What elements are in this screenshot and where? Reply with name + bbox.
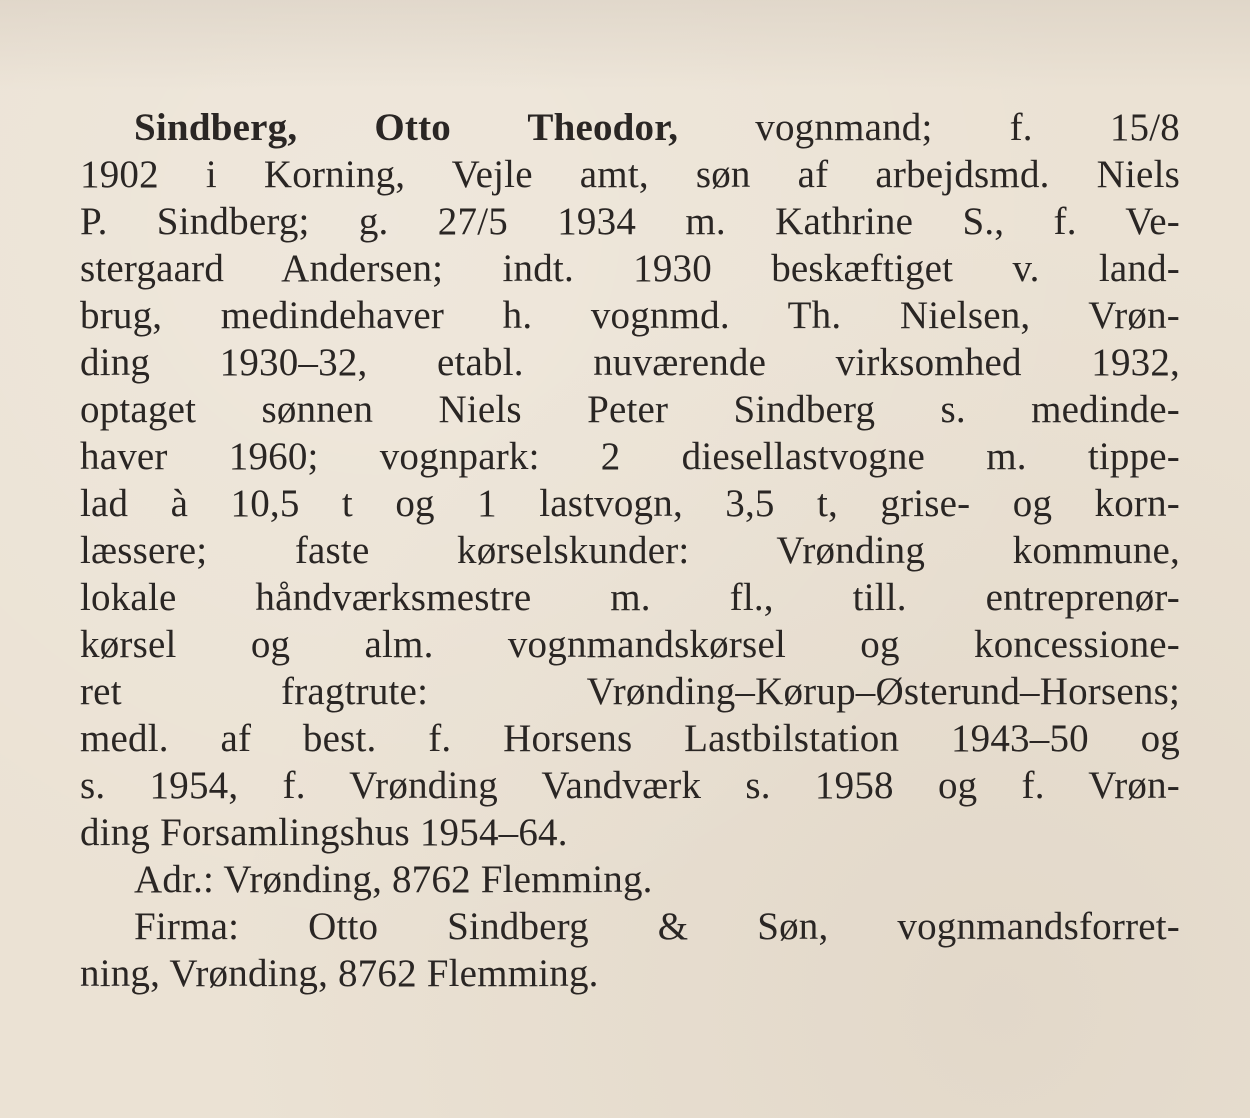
entry-line-12: kørsel og alm. vognmandskørsel og koncessione- xyxy=(80,623,1180,666)
entry-line-3: P. Sindberg; g. 27/5 1934 m. Kathrine S., f. Ve- xyxy=(80,200,1180,243)
entry-line-16: ding Forsamlingshus 1954–64. xyxy=(80,811,568,854)
entry-line-11: lokale håndværksmestre m. fl., till. entreprenør- xyxy=(80,576,1180,619)
entry-line-6: ding 1930–32, etabl. nuværende virksomhed 1932, xyxy=(80,341,1180,384)
entry-line-7: optaget sønnen Niels Peter Sindberg s. medinde- xyxy=(80,388,1180,431)
entry-line-1-text: vognmand; f. 15/8 xyxy=(755,106,1180,149)
entry-line-8: haver 1960; vognpark: 2 diesellastvogne m. tippe- xyxy=(80,435,1180,478)
entry-line-2: 1902 i Korning, Vejle amt, søn af arbejdsmd. Niels xyxy=(80,153,1180,196)
biography-entry xyxy=(80,104,1180,997)
firm-line-1: Firma: Otto Sindberg & Søn, vognmandsforret- xyxy=(134,905,1180,948)
firm-line-2: ning, Vrønding, 8762 Flemming. xyxy=(80,952,599,995)
entry-line-5: brug, medindehaver h. vognmd. Th. Nielsen, Vrøn- xyxy=(80,294,1180,337)
entry-line-4: stergaard Andersen; indt. 1930 beskæftiget v. land- xyxy=(80,247,1180,290)
entry-line-1 xyxy=(80,104,1180,151)
entry-line-15: s. 1954, f. Vrønding Vandværk s. 1958 og f. Vrøn- xyxy=(80,764,1180,807)
entry-line-10: læssere; faste kørselskunder: Vrønding kommune, xyxy=(80,529,1180,572)
address-line: Adr.: Vrønding, 8762 Flemming. xyxy=(134,858,653,901)
previous-page-bleed xyxy=(0,0,1250,90)
entry-line-14: medl. af best. f. Horsens Lastbilstation 1943–50 og xyxy=(80,717,1180,760)
entry-line-13: ret fragtrute: Vrønding–Kørup–Østerund–Horsens; xyxy=(80,670,1180,713)
entry-name: Sindberg, Otto Theodor, xyxy=(134,106,679,149)
entry-line-9: lad à 10,5 t og 1 lastvogn, 3,5 t, grise- og korn- xyxy=(80,482,1180,525)
